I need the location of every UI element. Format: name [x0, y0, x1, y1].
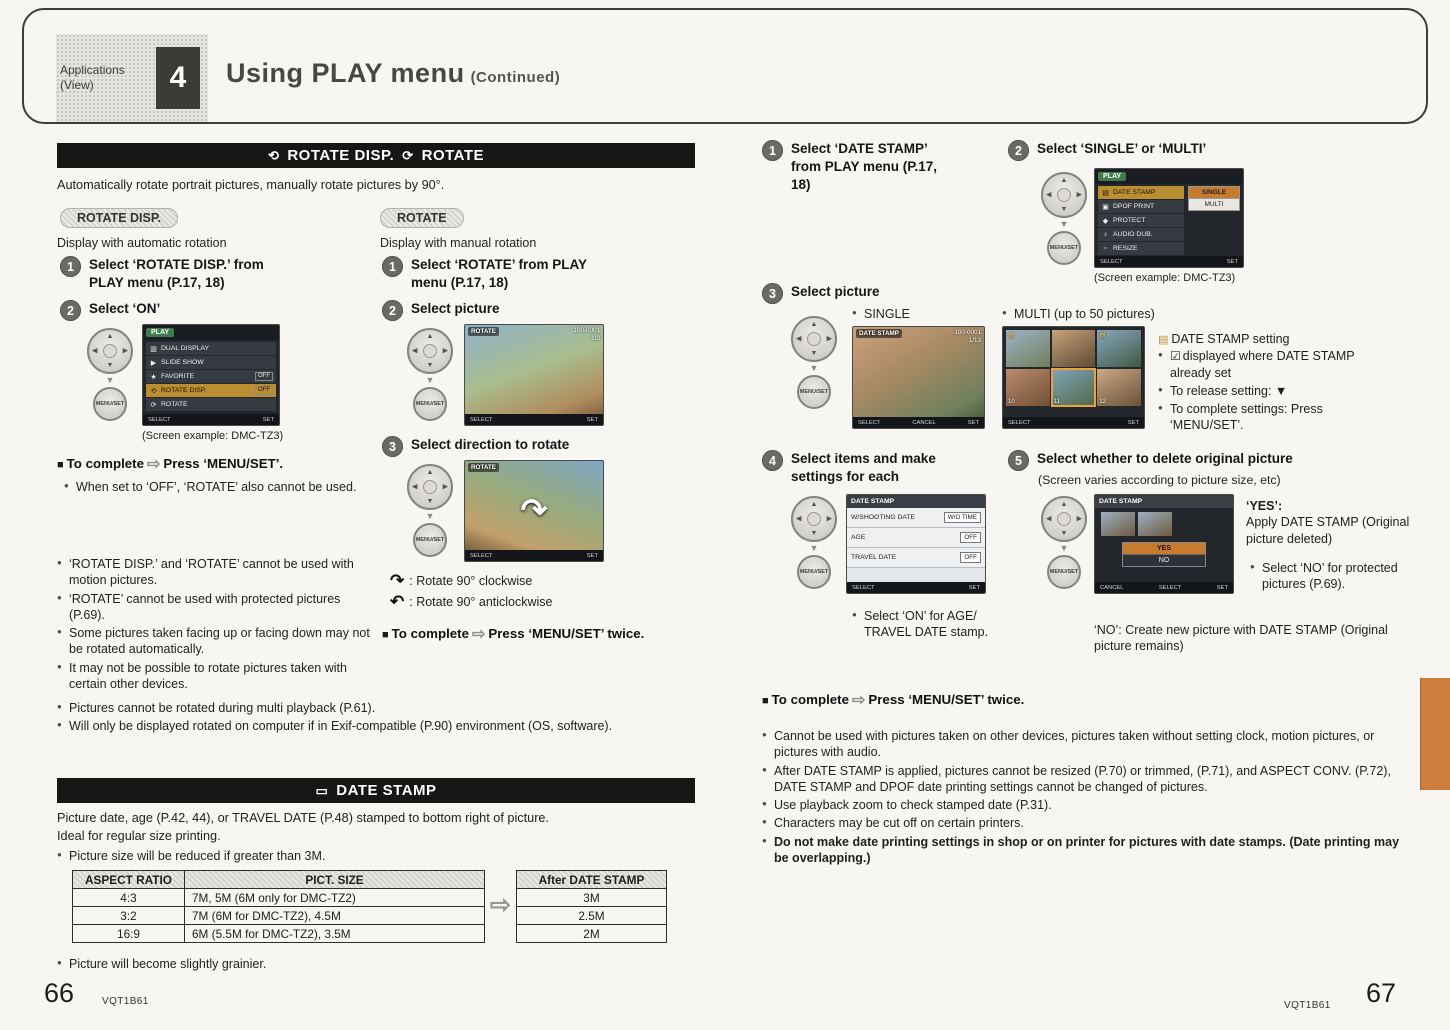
photo-overlay — [465, 325, 603, 345]
setting-value: OFF — [960, 532, 981, 543]
page-title — [226, 58, 560, 89]
note-item: ● Pictures cannot be rotated during multi playback (P.61). — [57, 700, 692, 716]
note-item: ● When set to ‘OFF’, ‘ROTATE’ also cannot be used. — [64, 479, 364, 495]
applications-tab-label — [60, 63, 156, 93]
dpad-control — [791, 316, 837, 362]
control-pad-stack — [404, 464, 456, 557]
table-row — [517, 907, 667, 925]
dpad-control — [1041, 496, 1087, 542]
rotate-section-bar — [57, 143, 695, 168]
setting-label: W/SHOOTING DATE — [851, 514, 916, 521]
menu-item-icon: ♪ — [1103, 231, 1108, 238]
menu-row-selected — [146, 384, 276, 397]
menu-item-value: OFF — [255, 386, 273, 396]
page-title-continued: (Continued) — [470, 69, 561, 86]
thumbnail — [1006, 330, 1050, 367]
step-manual-3 — [382, 436, 569, 457]
yes-option: YES — [1123, 543, 1205, 554]
date-stamp-chip-icon: ▤ — [1158, 334, 1169, 346]
screen-header — [143, 325, 279, 340]
screen-title-chip: DATE STAMP — [856, 329, 902, 338]
multi-label — [1002, 306, 1222, 324]
set-hint: SET — [1226, 258, 1238, 265]
set-hint: SET — [262, 416, 274, 423]
no-annotation: ‘NO’: Create new picture with DATE STAMP (Original picture remains) — [1094, 623, 1388, 654]
table-header-row — [517, 871, 667, 889]
step-right-4 — [762, 450, 971, 486]
step-number: 1 — [60, 256, 81, 277]
thumbnail — [1006, 369, 1050, 406]
legend-clockwise — [390, 572, 690, 589]
step-text: Select picture — [791, 284, 880, 299]
menu-item-icon: ▶ — [150, 359, 157, 367]
page-code-right: VQT1B61 — [1284, 1000, 1331, 1011]
note-text: displayed where DATE STAMP already set — [1170, 349, 1355, 380]
menu-row-selected — [1098, 186, 1184, 199]
step-right-3 — [762, 283, 880, 304]
step-text: Select ‘ON’ — [89, 301, 161, 316]
arrow-icon: ⇨ — [471, 626, 486, 643]
yes-text: Apply DATE STAMP (Original picture deleted) — [1246, 515, 1410, 546]
date-stamp-icon: ▭ — [315, 782, 329, 798]
rotate-intro: Automatically rotate portrait pictures, manually rotate pictures by 90°. — [57, 178, 445, 192]
screen-title-chip: ROTATE — [468, 463, 499, 472]
step-text: Select ‘SINGLE’ or ‘MULTI’ — [1037, 141, 1207, 156]
table-arrow-icon: ⇨ — [490, 891, 511, 919]
screen-title-chip: ROTATE — [468, 327, 499, 336]
legend-anticlockwise — [390, 593, 690, 610]
select-hint: SELECT — [1100, 258, 1123, 265]
yes-no-dialog — [1122, 542, 1206, 567]
set-hint: SET — [1216, 584, 1228, 591]
confirm-thumbnails — [1095, 508, 1233, 540]
rotate-disp-icon: ⟲ — [267, 147, 280, 163]
step-number: 1 — [762, 140, 783, 161]
set-hint: SET — [586, 552, 598, 559]
legend-text: : Rotate 90° clockwise — [409, 573, 533, 588]
tab-label-line2: (View) — [60, 78, 94, 92]
screen-title: DATE STAMP — [851, 498, 895, 505]
select-hint: SELECT — [470, 416, 493, 423]
note-item: ● After DATE STAMP is applied, pictures cannot be resized (P.70) or trimmed, (P.71), and ASPECT CONV. (P.72), DATE STAMP and DPOF date printing settings cannot be changed of pictures. — [762, 763, 1404, 796]
screen-title-bar — [847, 495, 985, 508]
rotate-cw-icon: ↷ — [390, 571, 405, 590]
cell-aspect: 3:2 — [73, 907, 185, 925]
date-stamp-settings-screen — [846, 494, 986, 594]
date-stamp-section-bar — [57, 778, 695, 803]
picture-counter: 1/13 — [968, 337, 981, 345]
menu-item-icon: ▣ — [1102, 203, 1109, 211]
arrow-icon: ⇨ — [851, 692, 866, 709]
applications-tab — [56, 34, 208, 122]
col-header-aspect: ASPECT RATIO — [73, 871, 185, 889]
file-number: 100-0001 — [573, 327, 600, 334]
date-stamp-size-note — [57, 848, 457, 866]
menu-item-icon: ◆ — [1102, 217, 1109, 225]
date-stamp-intro-2: Ideal for regular size printing. — [57, 829, 221, 843]
date-chip-icon: ▤ — [1099, 332, 1106, 339]
screen-title-bar — [1095, 495, 1233, 508]
screen-header — [1095, 169, 1243, 184]
menu-row — [146, 398, 276, 411]
menu-item-label: DPOF PRINT — [1113, 203, 1155, 210]
settings-row — [847, 548, 985, 568]
note-item: ● Use playback zoom to check stamped date (P.31). — [762, 797, 1404, 813]
thumbnail — [1097, 330, 1141, 367]
table-row — [517, 889, 667, 907]
rotate-pick-screen — [464, 324, 604, 426]
down-arrow-icon — [810, 364, 819, 373]
step-text: Select ‘DATE STAMP’ from PLAY menu (P.17, 18) — [791, 141, 938, 193]
screen-title: DATE STAMP — [1099, 498, 1143, 505]
menu-set-button: MENU/SET — [413, 387, 447, 421]
step-text: Select ‘ROTATE’ from PLAY menu (P.17, 18) — [411, 257, 587, 291]
menu-item-value: OFF — [255, 372, 273, 382]
menu-item-label: ROTATE DISP. — [161, 387, 207, 394]
grain-note — [57, 956, 457, 974]
menu-item-icon: ⟳ — [150, 401, 157, 409]
check-icon: ☑ — [1170, 349, 1181, 363]
screen-footer — [465, 550, 603, 561]
menu-item-label: DATE STAMP — [1113, 189, 1156, 196]
control-pad-stack — [788, 496, 840, 589]
no-option: NO — [1123, 554, 1205, 566]
menu-item-icon: ▤ — [1102, 189, 1109, 197]
note-item: ● Select ‘ON’ for AGE/ TRAVEL DATE stamp. — [852, 608, 1012, 641]
down-arrow-icon — [1060, 544, 1069, 553]
menu-item-icon: ▥ — [150, 345, 157, 353]
complete-action: Press ‘MENU/SET’. — [163, 456, 284, 471]
col-header-after: After DATE STAMP — [517, 871, 667, 889]
chapter-number: 4 — [156, 47, 200, 109]
note-text: DATE STAMP setting — [1171, 332, 1290, 346]
control-pad-stack — [1038, 172, 1090, 265]
step-text: Select direction to rotate — [411, 437, 570, 452]
arrow-icon: ⇨ — [146, 456, 161, 473]
set-hint: SET — [968, 584, 980, 591]
step-auto-2 — [60, 300, 160, 321]
date-stamp-single-screen — [852, 326, 985, 429]
page-code-left: VQT1B61 — [102, 996, 149, 1007]
rotate-notes-list-2 — [57, 700, 692, 737]
date-stamp-bar-title: DATE STAMP — [336, 782, 437, 799]
rotate-disp-subtitle: Display with automatic rotation — [57, 236, 227, 250]
yes-annotation — [1246, 498, 1426, 547]
thumbnail — [1052, 330, 1096, 367]
thumbnail-number: 10 — [1008, 399, 1015, 405]
cell-aspect: 16:9 — [73, 925, 185, 943]
dpad-control — [407, 328, 453, 374]
cell-size: 7M, 5M (6M only for DMC-TZ2) — [185, 889, 485, 907]
screen-example-caption: (Screen example: DMC-TZ3) — [142, 430, 284, 442]
note-item: ● Picture size will be reduced if greater than 3M. — [57, 848, 457, 864]
menu-set-button: MENU/SET — [797, 375, 831, 409]
menu-row — [1098, 200, 1184, 213]
menu-row — [146, 356, 276, 369]
control-pad-stack — [404, 328, 456, 421]
note-item-bold: ● Do not make date printing settings in shop or on printer for pictures with date stamps. (Date printing may be overlapping.) — [762, 834, 1404, 867]
menu-row — [1098, 242, 1184, 255]
thumbnail — [1097, 369, 1141, 406]
table-header-row — [73, 871, 485, 889]
step-auto-1 — [60, 256, 294, 292]
menu-set-button: MENU/SET — [1047, 555, 1081, 589]
screen-footer — [1003, 417, 1144, 428]
step-right-5 — [1008, 450, 1382, 471]
set-hint: SET — [1127, 419, 1139, 426]
page-number-right: 67 — [1366, 978, 1397, 1008]
note-item: ● SINGLE — [852, 306, 992, 322]
screen-example-caption: (Screen example: DMC-TZ3) — [1094, 272, 1236, 284]
down-arrow-icon — [1060, 220, 1069, 229]
complete-label: To complete — [391, 626, 469, 641]
note-item: ● Some pictures taken facing up or facing down may not be rotated automatically. — [57, 625, 370, 658]
photo-number — [573, 327, 600, 343]
menu-row — [1098, 228, 1184, 241]
menu-row — [146, 342, 276, 355]
thumbnail-selected — [1052, 369, 1096, 406]
menu-item-label: FAVORITE — [161, 373, 195, 380]
cell-after-size: 2M — [517, 925, 667, 943]
note-item: ● It may not be possible to rotate pictures taken with certain other devices. — [57, 660, 370, 693]
note-item: ● ‘ROTATE’ cannot be used with protected pictures (P.69). — [57, 591, 370, 624]
submenu-multi: MULTI — [1189, 198, 1239, 210]
step-number: 3 — [762, 283, 783, 304]
menu-item-label: DUAL DISPLAY — [161, 345, 209, 352]
chapter-side-tab — [1420, 678, 1450, 790]
thumbnail — [1101, 512, 1135, 536]
multi-note-release: ● To release setting: ▼ — [1158, 383, 1396, 399]
photo-number — [954, 329, 981, 345]
step-number: 1 — [382, 256, 403, 277]
date-stamp-notes-list — [762, 728, 1404, 868]
picture-counter: 1/3 — [591, 335, 600, 343]
yes-title: ‘YES’: — [1246, 499, 1283, 513]
rotate-direction-screen — [464, 460, 604, 562]
single-multi-submenu — [1188, 186, 1240, 211]
cell-size: 6M (5.5M for DMC-TZ2), 3.5M — [185, 925, 485, 943]
menu-set-button: MENU/SET — [93, 387, 127, 421]
step-text: Select picture — [411, 301, 500, 316]
multi-notes — [1158, 332, 1396, 436]
menu-rows — [143, 340, 279, 413]
complete-action: Press ‘MENU/SET’ twice. — [868, 692, 1025, 707]
rotate-bar-title: ROTATE — [421, 147, 485, 164]
cell-size: 7M (6M for DMC-TZ2), 4.5M — [185, 907, 485, 925]
note-item: ● Will only be displayed rotated on computer if in Exif-compatible (P.90) environment (OS, software). — [57, 718, 692, 734]
note-item: ● Select ‘NO’ for protected pictures (P.69). — [1250, 560, 1410, 593]
date-chip-icon: ▤ — [1008, 332, 1015, 339]
screen-footer — [1095, 256, 1243, 267]
no-protected-note — [1250, 560, 1410, 595]
step-right-2 — [1008, 140, 1367, 161]
down-arrow-icon — [426, 376, 435, 385]
setting-label: TRAVEL DATE — [851, 554, 897, 561]
setting-value: W/O TIME — [944, 512, 981, 523]
cancel-hint: CANCEL — [912, 419, 936, 426]
menu-item-icon: ⟲ — [150, 387, 157, 395]
dpad-control — [1041, 172, 1087, 218]
step-number: 2 — [382, 300, 403, 321]
step-text: Select items and make settings for each — [791, 451, 936, 485]
screen-footer — [847, 582, 985, 593]
step-text: Select whether to delete original picture — [1037, 451, 1293, 466]
settings-row — [847, 508, 985, 528]
menu-item-label: SLIDE SHOW — [161, 359, 204, 366]
screen-footer — [465, 414, 603, 425]
rotate-arrow-overlay-icon: ↷ — [520, 492, 548, 528]
rotate-icon: ⟳ — [402, 147, 414, 163]
table-row — [73, 925, 485, 943]
thumbnail-grid — [1003, 327, 1144, 409]
dpad-control — [407, 464, 453, 510]
screen-footer — [853, 417, 984, 428]
thumbnail-number: 11 — [1053, 399, 1060, 405]
menu-set-button: MENU/SET — [1047, 231, 1081, 265]
dpad-control — [791, 496, 837, 542]
menu-item-label: PROTECT — [1113, 217, 1146, 224]
select-hint: SELECT — [470, 552, 493, 559]
photo-overlay — [853, 327, 984, 347]
complete-line-manual — [382, 624, 682, 646]
select-hint: SELECT — [852, 584, 875, 591]
rotate-disp-bar-title: ROTATE DISP. — [287, 147, 395, 164]
complete-label: To complete — [771, 692, 849, 707]
step-manual-1 — [382, 256, 611, 292]
step-number: 2 — [60, 300, 81, 321]
rotate-notes-list — [57, 556, 370, 694]
screen-footer — [1095, 582, 1233, 593]
thumbnail-number: 12 — [1099, 399, 1107, 405]
menu-item-label: AUDIO DUB. — [1113, 231, 1153, 238]
menu-row — [1098, 214, 1184, 227]
dpad-control — [87, 328, 133, 374]
rotate-legend — [390, 572, 690, 614]
set-hint: SET — [586, 416, 598, 423]
legend-text: : Rotate 90° anticlockwise — [409, 594, 553, 609]
multi-note-displayed — [1158, 348, 1396, 381]
rotate-disp-badge: ROTATE DISP. — [60, 208, 178, 228]
menu-item-label: ROTATE — [161, 401, 188, 408]
date-stamp-intro-1: Picture date, age (P.42, 44), or TRAVEL DATE (P.48) stamped to bottom right of picture. — [57, 811, 550, 825]
control-pad-stack — [84, 328, 136, 421]
submenu-single: SINGLE — [1189, 187, 1239, 198]
note-item: ● Cannot be used with pictures taken on other devices, pictures taken without setting clock, motion pictures, or pictures with audio. — [762, 728, 1404, 761]
square-marker — [382, 626, 392, 641]
aspect-size-table — [72, 870, 485, 943]
complete-line-auto — [57, 454, 377, 476]
step-right-5-subtitle: (Screen varies according to picture size, etc) — [1038, 473, 1281, 487]
step-number: 5 — [1008, 450, 1029, 471]
age-travel-note — [852, 608, 1012, 643]
menu-item-icon: ★ — [150, 373, 157, 381]
menu-row — [146, 370, 276, 383]
select-hint: SELECT — [1008, 419, 1031, 426]
setting-label: AGE — [851, 534, 866, 541]
note-item: ● Picture will become slightly grainier. — [57, 956, 457, 972]
step-manual-2 — [382, 300, 500, 321]
step-text: Select ‘ROTATE DISP.’ from PLAY menu (P.17, 18) — [89, 257, 264, 291]
play-tab: PLAY — [1098, 172, 1126, 182]
down-arrow-icon — [810, 544, 819, 553]
table-row — [73, 889, 485, 907]
rotate-subtitle: Display with manual rotation — [380, 236, 537, 250]
cell-after-size: 2.5M — [517, 907, 667, 925]
step-number: 4 — [762, 450, 783, 471]
down-arrow-icon — [106, 376, 115, 385]
step-right-1 — [762, 140, 951, 195]
note-item: ● ‘ROTATE DISP.’ and ‘ROTATE’ cannot be used with motion pictures. — [57, 556, 370, 589]
screen-footer — [143, 414, 279, 425]
step-number: 2 — [1008, 140, 1029, 161]
cell-after-size: 3M — [517, 889, 667, 907]
after-date-stamp-table — [516, 870, 667, 943]
col-header-size: PICT. SIZE — [185, 871, 485, 889]
photo-overlay — [465, 461, 603, 474]
square-marker — [762, 692, 772, 707]
auto-note-list — [64, 479, 364, 497]
multi-note-complete: ● To complete settings: Press ‘MENU/SET’. — [1158, 401, 1396, 434]
multi-note-setting — [1158, 332, 1396, 346]
square-marker — [57, 456, 67, 471]
menu-item-icon: ▫ — [1104, 245, 1107, 252]
page-title-text: Using PLAY menu — [226, 58, 465, 88]
select-hint: SELECT — [1158, 584, 1182, 591]
down-arrow-icon — [426, 512, 435, 521]
menu-set-button: MENU/SET — [797, 555, 831, 589]
complete-line-right — [762, 690, 1182, 712]
play-tab: PLAY — [146, 328, 174, 338]
settings-row — [847, 528, 985, 548]
select-hint: SELECT — [858, 419, 881, 426]
page-number-left: 66 — [44, 978, 75, 1008]
thumbnail — [1138, 512, 1172, 536]
date-stamp-menu-screen — [1094, 168, 1244, 268]
cancel-hint: CANCEL — [1100, 584, 1124, 591]
delete-original-screen — [1094, 494, 1234, 594]
menu-set-button: MENU/SET — [413, 523, 447, 557]
date-stamp-multi-screen — [1002, 326, 1145, 429]
control-pad-stack — [788, 316, 840, 409]
note-item: ● MULTI (up to 50 pictures) — [1002, 306, 1222, 322]
step-number: 3 — [382, 436, 403, 457]
select-hint: SELECT — [148, 416, 171, 423]
complete-label: To complete — [66, 456, 144, 471]
complete-action: Press ‘MENU/SET’ twice. — [488, 626, 645, 641]
control-pad-stack — [1038, 496, 1090, 589]
tab-label-line1: Applications — [60, 63, 125, 77]
note-item: ● Characters may be cut off on certain printers. — [762, 815, 1404, 831]
single-label — [852, 306, 992, 324]
rotate-badge: ROTATE — [380, 208, 464, 228]
cell-aspect: 4:3 — [73, 889, 185, 907]
menu-item-label: RESIZE — [1113, 245, 1138, 252]
rotate-ccw-icon: ↶ — [390, 592, 405, 611]
setting-value: OFF — [960, 552, 981, 563]
table-row — [73, 907, 485, 925]
rotate-disp-menu-screen — [142, 324, 280, 426]
set-hint: SET — [967, 419, 979, 426]
file-number: 100-0001 — [954, 329, 981, 336]
table-row — [517, 925, 667, 943]
